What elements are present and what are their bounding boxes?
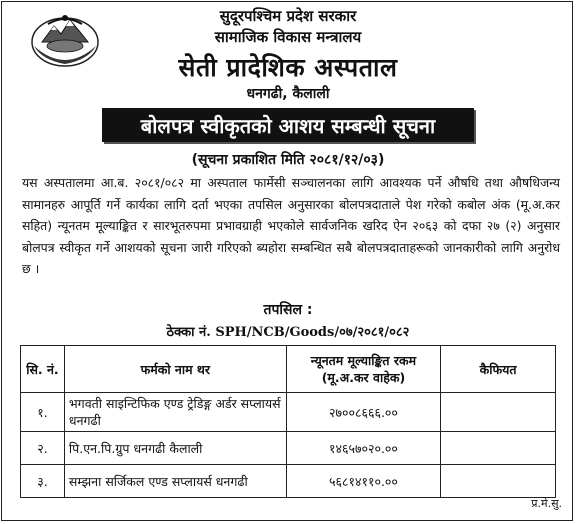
row-sn: २.	[21, 432, 65, 465]
table-row	[21, 432, 556, 465]
hospital-name: सेती प्रादेशिक अस्पताल	[178, 53, 398, 82]
row-sn: ३.	[21, 465, 65, 498]
row-remarks	[441, 432, 556, 465]
notice-body: यस अस्पतालमा आ.ब. २०८१/०८२ मा अस्पताल फार्मेसी सञ्चालनका लागि आवश्यक पर्ने औषधि तथा औषधिजन्य सामानहरु आपूर्ति गर्ने कार्यका लागि दर्ता भएका तपसिल अनुसारका बोलपत्रदाताले पेश गरेको कबोल अंक (मू.अ.कर सहित) न्यूनतम मूल्याङ्कित र सारभूतरुपमा प्रभावग्राही भएकोले सार्वजनिक खरिद ऐन २०६३ को दफा २७ (२) अनुसार बोलपत्र स्वीकृत गर्ने आशयको सूचना जारी गरिएको ब्यहोरा सम्बन्धित सबै बोलपत्रदाताहरूको जानकारीको लागि अनुरोध छ ।	[22, 175, 560, 277]
header-amount	[286, 346, 440, 393]
publication-date: (सूचना प्रकाशित मिति २०८१/१२/०३)	[191, 152, 385, 168]
province-government: सुदूरपश्चिम प्रदेश सरकार	[219, 7, 357, 25]
bidder-table	[20, 345, 556, 498]
row-firm: भगवती साइन्टिफिक एण्ड ट्रेडिङ्ग अर्डर सप्लायर्स धनगढी	[64, 393, 286, 432]
row-firm: सम्झना सर्जिकल एण्ड सप्लायर्स धनगढी	[64, 465, 286, 498]
notice-title: बोलपत्र स्वीकृतको आशय सम्बन्धी सूचना	[140, 113, 436, 138]
signature-abbrev: प्र.मे.सु.	[531, 497, 562, 510]
row-sn: १.	[21, 393, 65, 432]
table-row	[21, 393, 556, 432]
header-amount-line2: (मू.अ.कर वाहेक)	[321, 370, 406, 385]
notice-title-banner	[102, 108, 474, 142]
row-amount: १४६५७०२०.००	[286, 432, 440, 465]
header-remarks: कैफियत	[441, 346, 556, 393]
row-amount: २७००८६६६.००	[286, 393, 440, 432]
table-header-row	[21, 346, 556, 393]
row-remarks	[441, 465, 556, 498]
contract-number: ठेक्का नं. SPH/NCB/Goods/०७/२०८१/०८२	[166, 325, 410, 340]
header-sn: सि. नं.	[21, 346, 65, 393]
ministry-name: सामाजिक विकास मन्त्रालय	[214, 28, 362, 46]
row-firm: पि.एन.पि.ग्रुप धनगढी कैलाली	[64, 432, 286, 465]
header-amount-line1: न्यूनतम मूल्याङ्कित रकम	[310, 353, 417, 368]
header-firm: फर्मको नाम थर	[64, 346, 286, 393]
table-row	[21, 465, 556, 498]
details-heading: तपसिल :	[263, 302, 313, 318]
row-amount: ५६८१४११०.००	[286, 465, 440, 498]
hospital-location: धनगढी, कैलाली	[246, 86, 330, 102]
row-remarks	[441, 393, 556, 432]
